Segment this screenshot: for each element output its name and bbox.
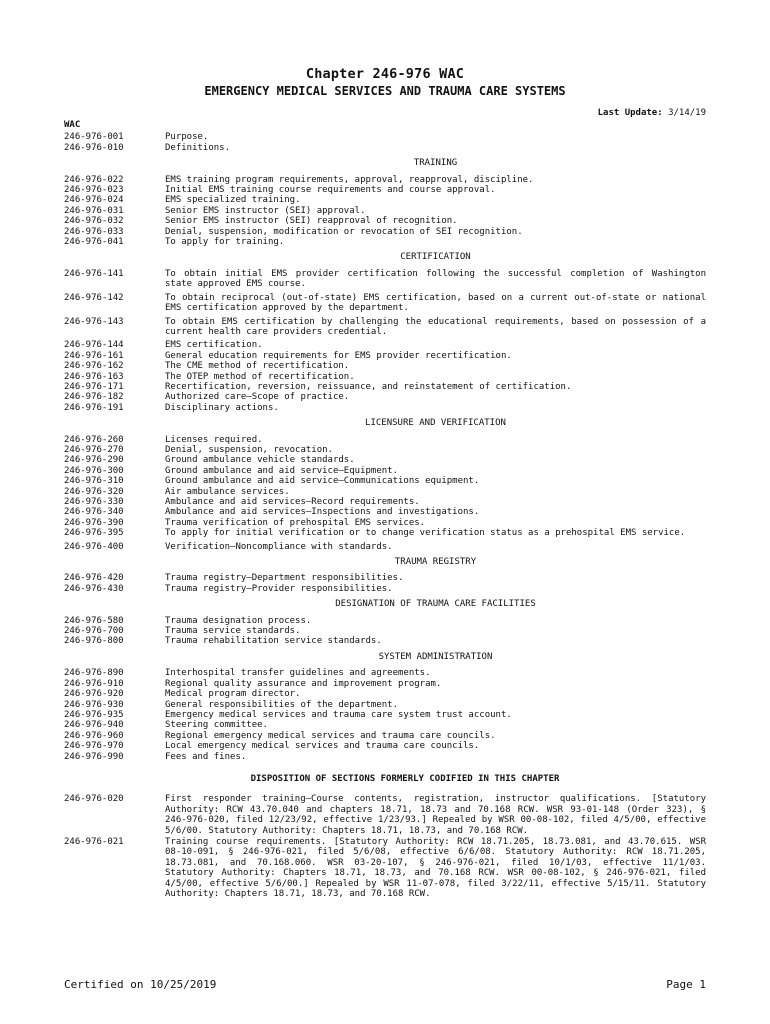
section-number: 246-976-910 — [64, 678, 124, 689]
section-title: To apply for training. — [165, 237, 285, 248]
group-heading: LICENSURE AND VERIFICATION — [365, 418, 506, 429]
section-title: The OTEP method of recertification. — [165, 371, 355, 382]
section-row — [64, 293, 706, 314]
group-heading: TRAUMA REGISTRY — [394, 557, 477, 568]
section-number: 246-976-800 — [64, 636, 124, 647]
section-title: Ground ambulance vehicle standards. — [165, 455, 355, 466]
section-row — [64, 720, 706, 730]
disposition-heading: DISPOSITION OF SECTIONS FORMERLY CODIFIED IN THIS CHAPTER — [250, 773, 560, 784]
section-title: Fees and fines. — [165, 751, 247, 762]
section-row — [64, 497, 706, 507]
section-number: 246-976-024 — [64, 195, 124, 206]
section-number: 246-976-144 — [64, 340, 124, 351]
section-number: 246-976-920 — [64, 689, 124, 700]
page-number: Page 1 — [666, 978, 706, 991]
section-row — [64, 476, 706, 486]
section-row — [64, 435, 706, 445]
section-number: 246-976-890 — [64, 668, 124, 679]
disposition-sections — [64, 794, 706, 899]
section-number: 246-976-990 — [64, 751, 124, 762]
section-number: 246-976-020 — [64, 794, 124, 805]
section-title: Emergency medical services and trauma care system trust account. — [165, 709, 512, 720]
certified-date: Certified on 10/25/2019 — [64, 978, 217, 991]
section-title: Trauma registry—Provider responsibilities. — [165, 583, 393, 594]
section-title: To obtain initial EMS provider certification following the successful completion of Washington state approved EMS course. — [165, 268, 706, 290]
section-row — [64, 269, 706, 290]
section-title: Medical program director. — [165, 689, 301, 700]
section-number: 246-976-033 — [64, 226, 124, 237]
section-title: To obtain reciprocal (out-of-state) EMS certification, based on a current out-of-state or national EMS certification approved by the department. — [165, 292, 706, 314]
section-title: To apply for initial verification or to change verification status as a prehospital EMS service. — [165, 528, 686, 539]
section-title: To obtain EMS certification by challenging the educational requirements, based on possession of a current health care providers credential. — [165, 316, 706, 337]
section-row — [64, 216, 706, 226]
section-row — [64, 372, 706, 382]
section-number: 246-976-022 — [64, 174, 124, 185]
section-row — [64, 455, 706, 465]
section-row — [64, 626, 706, 636]
section-row — [64, 132, 706, 142]
section-row — [64, 616, 706, 626]
section-title: EMS certification. — [165, 340, 263, 351]
section-row — [64, 584, 706, 594]
section-row — [64, 175, 706, 185]
section-number: 246-976-141 — [64, 268, 124, 279]
section-row — [64, 689, 706, 699]
section-number: 246-976-580 — [64, 615, 124, 626]
section-title: EMS specialized training. — [165, 195, 301, 206]
section-row — [64, 403, 706, 413]
section-row — [64, 700, 706, 710]
section-title: The CME method of recertification. — [165, 361, 350, 372]
section-title: Denial, suspension, modification or revocation of SEI recognition. — [165, 226, 523, 237]
section-title: Ground ambulance and aid service—Communications equipment. — [165, 476, 480, 487]
section-title: Authorized care—Scope of practice. — [165, 392, 350, 403]
section-number: 246-976-023 — [64, 185, 124, 196]
section-number: 246-976-310 — [64, 476, 124, 487]
section-row — [64, 227, 706, 237]
section-number: 246-976-010 — [64, 142, 124, 153]
section-row — [64, 466, 706, 476]
section-list — [64, 120, 706, 899]
section-number: 246-976-163 — [64, 371, 124, 382]
section-number: 246-976-430 — [64, 583, 124, 594]
section-title: EMS training program requirements, approval, reapproval, discipline. — [165, 174, 534, 185]
section-number: 246-976-162 — [64, 361, 124, 372]
section-number: 246-976-001 — [64, 132, 124, 143]
section-number: 246-976-700 — [64, 626, 124, 637]
section-number: 246-976-390 — [64, 517, 124, 528]
chapter-title: Chapter 246-976 WAC — [305, 66, 465, 82]
section-number: 246-976-031 — [64, 205, 124, 216]
section-title: Definitions. — [165, 142, 231, 153]
wac-label: WAC — [64, 120, 81, 130]
section-number: 246-976-290 — [64, 455, 124, 466]
section-title: Senior EMS instructor (SEI) approval. — [165, 205, 366, 216]
section-row — [64, 143, 706, 153]
last-update-label: Last Update: — [597, 108, 663, 118]
section-row — [64, 487, 706, 497]
section-row — [64, 542, 706, 552]
section-number: 246-976-142 — [64, 292, 124, 303]
section-number: 246-976-320 — [64, 486, 124, 497]
group-heading: SYSTEM ADMINISTRATION — [378, 651, 493, 662]
section-row — [64, 237, 706, 247]
section-title: Air ambulance services. — [165, 486, 290, 497]
section-groups — [64, 158, 706, 762]
page-footer — [64, 978, 706, 991]
last-update-value: 3/14/19 — [668, 108, 706, 118]
section-row — [64, 668, 706, 678]
section-title: Ambulance and aid services—Inspections and investigations. — [165, 507, 480, 518]
section-row — [64, 528, 706, 538]
section-row — [64, 317, 706, 338]
group-heading: DESIGNATION OF TRAUMA CARE FACILITIES — [335, 599, 536, 610]
section-number: 246-976-330 — [64, 497, 124, 507]
section-row — [64, 185, 706, 195]
section-title: General education requirements for EMS provider recertification. — [165, 350, 512, 361]
section-number: 246-976-032 — [64, 216, 124, 227]
section-title: Regional quality assurance and improvement program. — [165, 678, 442, 689]
section-title: Regional emergency medical services and trauma care councils. — [165, 730, 496, 741]
section-title: Trauma verification of prehospital EMS services. — [165, 517, 426, 528]
section-title: Trauma registry—Department responsibilities. — [165, 573, 404, 584]
section-number: 246-976-191 — [64, 402, 124, 413]
section-row — [64, 794, 706, 836]
section-title: Purpose. — [165, 132, 209, 143]
section-row — [64, 573, 706, 583]
section-row — [64, 679, 706, 689]
section-row — [64, 741, 706, 751]
section-row — [64, 382, 706, 392]
section-title: Disciplinary actions. — [165, 402, 279, 413]
section-row — [64, 752, 706, 762]
section-number: 246-976-970 — [64, 741, 124, 752]
section-row — [64, 636, 706, 646]
section-title: Trauma rehabilitation service standards. — [165, 636, 382, 647]
section-title: Steering committee. — [165, 720, 268, 731]
section-row — [64, 340, 706, 350]
section-row — [64, 392, 706, 402]
section-row — [64, 195, 706, 205]
section-number: 246-976-270 — [64, 444, 124, 455]
section-number: 246-976-930 — [64, 699, 124, 710]
section-number: 246-976-400 — [64, 541, 124, 552]
section-number: 246-976-143 — [64, 316, 124, 327]
section-title: Denial, suspension, revocation. — [165, 444, 333, 455]
section-row — [64, 731, 706, 741]
section-title: Local emergency medical services and trauma care councils. — [165, 741, 480, 752]
section-title: Ambulance and aid services—Record requirements. — [165, 497, 420, 507]
intro-sections — [64, 132, 706, 153]
section-title: Initial EMS training course requirements and course approval. — [165, 185, 496, 196]
section-title: Senior EMS instructor (SEI) reapproval of recognition. — [165, 216, 458, 227]
section-row — [64, 837, 706, 899]
section-number: 246-976-395 — [64, 528, 124, 539]
group-heading: CERTIFICATION — [400, 252, 471, 263]
section-number: 246-976-182 — [64, 392, 124, 403]
section-title: Interhospital transfer guidelines and agreements. — [165, 668, 431, 679]
section-title: Training course requirements. [Statutory Authority: RCW 18.71.205, 18.73.081, and 43.70.615. WSR 08-10-091, § 246-976-021, filed 5/6/08, effective 6/6/08. Statutory Authority: RCW 18.71.205, 18.73.081, and 70.168.060. WSR 03-20-107, § 246-976-021, filed 10/1/03, effective 11/1/03. Statutory Authority: Chapters 18.71, 18.73, and 70.168 RCW. WSR 00-08-102, § 246-976-021, filed 4/5/00, effective 5/6/00.] Repealed by WSR 11-07-078, filed 3/22/11, effective 5/15/11. Statutory Authority: Chapters 18.71, 18.73, and 70.168 RCW. — [165, 836, 706, 899]
section-title: Trauma designation process. — [165, 615, 312, 626]
section-row — [64, 518, 706, 528]
section-number: 246-976-420 — [64, 573, 124, 584]
section-row — [64, 507, 706, 517]
section-row — [64, 206, 706, 216]
section-number: 246-976-300 — [64, 465, 124, 476]
section-title: Licenses required. — [165, 434, 263, 445]
section-number: 246-976-041 — [64, 237, 124, 248]
section-row — [64, 445, 706, 455]
section-title: Verification—Noncompliance with standards. — [165, 541, 393, 552]
section-number: 246-976-940 — [64, 720, 124, 731]
title-block — [0, 66, 770, 98]
section-title: Ground ambulance and aid service—Equipment. — [165, 465, 398, 476]
section-number: 246-976-021 — [64, 836, 124, 847]
section-title: First responder training—Course contents, registration, instructor qualifications. [Statutory Authority: RCW 43.70.040 and chapters 18.71, 18.73 and 70.168 RCW. WSR 93-01-148 (Order 323), § 246-976-020, filed 12/23/92, effective 1/23/93.] Repealed by WSR 00-08-102, filed 4/5/00, effective 5/6/00. Statutory Authority: Chapters 18.71, 18.73, and 70.168 RCW. — [165, 794, 706, 836]
section-number: 246-976-340 — [64, 507, 124, 518]
section-number: 246-976-171 — [64, 381, 124, 392]
section-title: General responsibilities of the department. — [165, 699, 398, 710]
section-title: Recertification, reversion, reissuance, and reinstatement of certification. — [165, 381, 572, 392]
section-row — [64, 710, 706, 720]
group-heading: TRAINING — [413, 158, 458, 169]
section-number: 246-976-161 — [64, 350, 124, 361]
section-number: 246-976-960 — [64, 730, 124, 741]
section-number: 246-976-935 — [64, 709, 124, 720]
section-row — [64, 361, 706, 371]
section-row — [64, 351, 706, 361]
last-update — [598, 108, 706, 118]
section-title: Trauma service standards. — [165, 626, 301, 637]
section-number: 246-976-260 — [64, 434, 124, 445]
chapter-subtitle: EMERGENCY MEDICAL SERVICES AND TRAUMA CARE SYSTEMS — [204, 84, 566, 98]
